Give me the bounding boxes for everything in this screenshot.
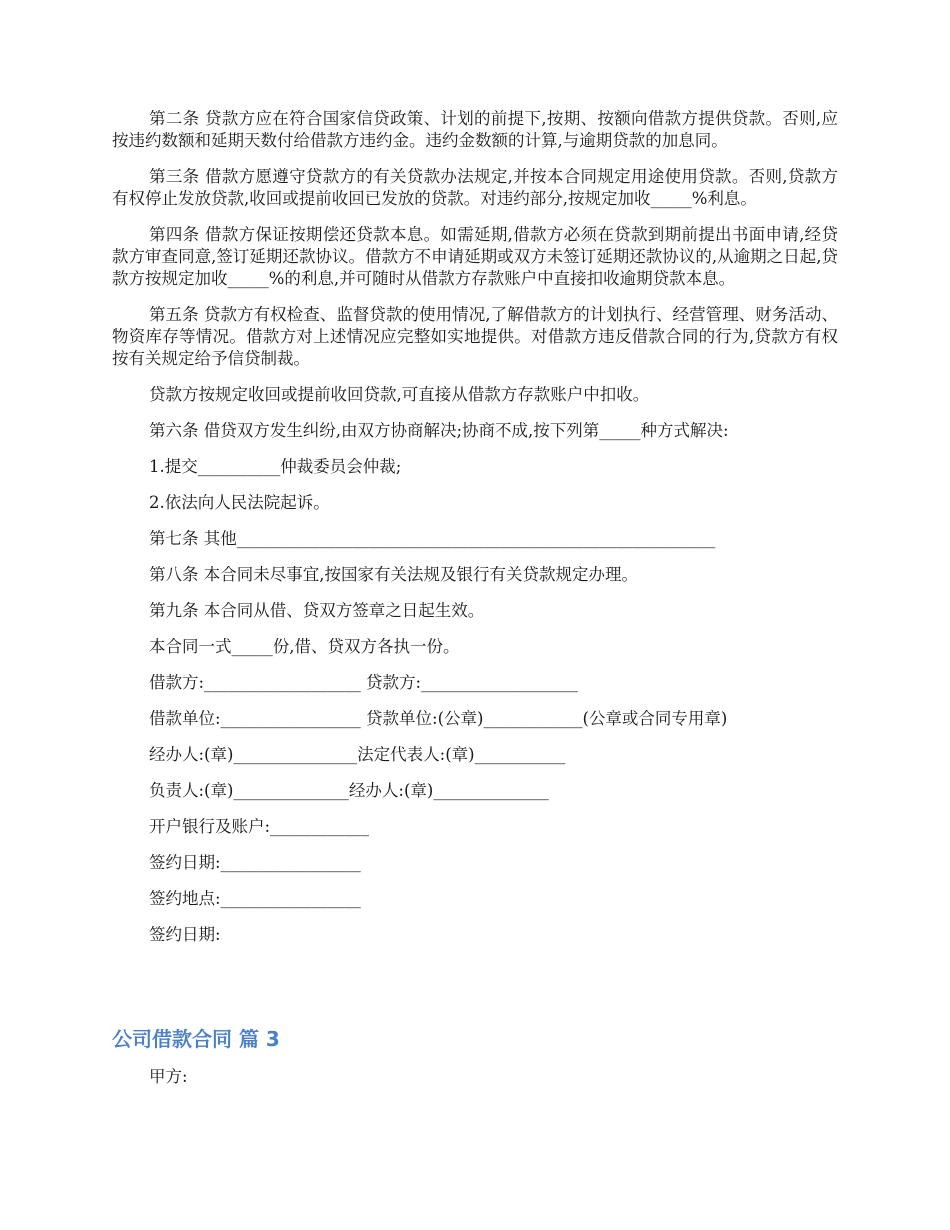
article-8-line: 第八条 本合同未尽事宜,按国家有关法规及银行有关贷款规定办理。 (149, 565, 638, 584)
article-5-paragraph: 第五条 贷款方有权检查、监督贷款的使用情况,了解借款方的计划执行、经营管理、财务活动、物资库存等情况。借款方对上述情况应完整如实地提供。对借款方违反借款合同的行为,贷款方有权按有关规定给予信贷制裁。 (112, 305, 838, 368)
units-signature-line: 借款单位:_________________ 贷款单位:(公章)____________(公章或合同专用章) (149, 709, 728, 728)
document-body (112, 108, 838, 960)
article-4-paragraph: 第四条 借款方保证按期偿还贷款本息。如需延期,借款方必须在贷款到期前提出书面申请,经贷款方审查同意,签订延期还款协议。借款方不申请延期或双方未签订延期还款协议的,从逾期之日起,贷款方按规定加收_____%的利息,并可随时从借款方存款账户中直接扣收逾期贷款本息。 (112, 225, 838, 288)
article-3-paragraph: 第三条 借款方愿遵守贷款方的有关贷款办法规定,并按本合同规定用途使用贷款。否则,贷款方有权停止发放贷款,收回或提前收回已发放的贷款。对违约部分,按规定加收_____%利息。 (112, 167, 838, 208)
court-option-line: 2.依法向人民法院起诉。 (149, 493, 330, 512)
section-heading: 公司借款合同 篇 3 (112, 1027, 280, 1051)
party-a-line: 甲方: (149, 1067, 188, 1086)
article-9-line: 第九条 本合同从借、贷双方签章之日起生效。 (149, 601, 485, 620)
article-6-line: 第六条 借贷双方发生纠纷,由双方协商解决;协商不成,按下列第_____种方式解决: (149, 421, 729, 440)
article-7-line: 第七条 其他__________________________________________________________ (149, 529, 716, 548)
bank-account-line: 开户银行及账户:____________ (149, 817, 370, 836)
parties-signature-line: 借款方:___________________ 贷款方:___________________ (149, 673, 578, 692)
copies-line: 本合同一式_____份,借、贷双方各执一份。 (149, 637, 460, 656)
article-2-paragraph: 第二条 贷款方应在符合国家信贷政策、计划的前提下,按期、按额向借款方提供贷款。否则,应按违约数额和延期天数付给借款方违约金。违约金数额的计算,与逾期贷款的加息同。 (112, 109, 838, 150)
signing-place-line: 签约地点:_________________ (149, 889, 361, 908)
recovery-line: 贷款方按规定收回或提前收回贷款,可直接从借款方存款账户中扣收。 (149, 385, 650, 404)
handler-representative-line: 经办人:(章)_______________法定代表人:(章)___________ (149, 745, 566, 764)
signing-date-line-2: 签约日期: (149, 925, 221, 944)
arbitration-option-line: 1.提交__________仲裁委员会仲裁; (149, 457, 402, 476)
responsible-handler-line: 负责人:(章)______________经办人:(章)______________ (149, 781, 549, 800)
signing-date-line: 签约日期:_________________ (149, 853, 361, 872)
